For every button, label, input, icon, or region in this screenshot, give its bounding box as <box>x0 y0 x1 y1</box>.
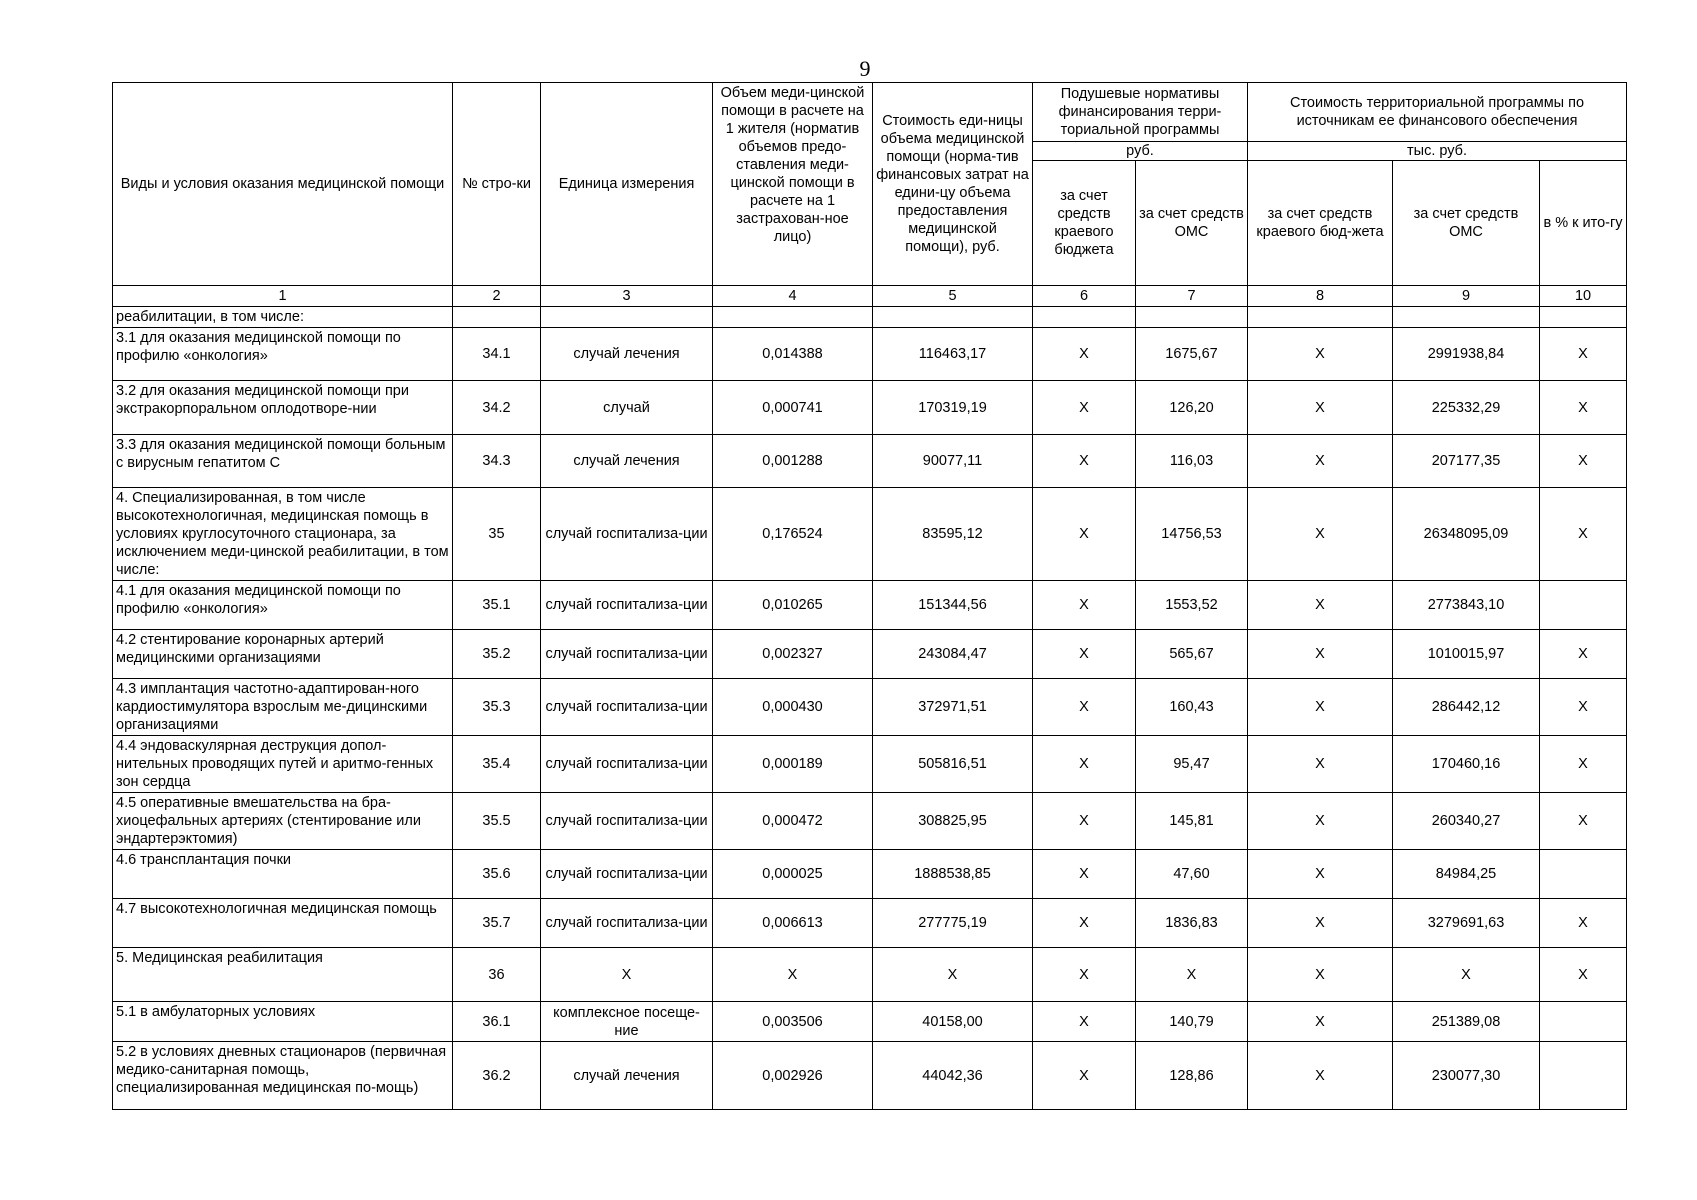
row-cost-budget: X <box>1248 488 1393 581</box>
row-number: 34.2 <box>453 381 541 435</box>
header-volume-text: Объем меди-цинской помощи в расчете на 1 жителя (норматив объемов предо-ставления меди-цинской помощи в расчете на 1 застрахован-ное лицо) <box>720 85 865 245</box>
row-per-capita-oms: 565,67 <box>1136 630 1248 679</box>
table-row <box>113 307 1627 328</box>
row-unit: случай лечения <box>541 435 713 488</box>
row-label: 4. Специализированная, в том числе высокотехнологичная, медицинская помощь в условиях круглосуточного стационара, за исключением меди-цинской реабилитации, в том числе: <box>113 488 453 581</box>
row-volume: 0,000189 <box>713 736 873 793</box>
row-cost-oms: 251389,08 <box>1393 1002 1540 1042</box>
row-cost-oms: 2773843,10 <box>1393 581 1540 630</box>
row-unit: случай госпитализа-ции <box>541 899 713 948</box>
row-volume: 0,176524 <box>713 488 873 581</box>
table-row <box>113 381 1627 435</box>
row-number: 34.3 <box>453 435 541 488</box>
row-label: 4.5 оперативные вмешательства на бра-хиоцефальных артериях (стентирование или эндартерэктомия) <box>113 793 453 850</box>
row-unit-cost: 40158,00 <box>873 1002 1033 1042</box>
row-per-capita-oms: 116,03 <box>1136 435 1248 488</box>
row-per-capita-budget: X <box>1033 736 1136 793</box>
row-label: 4.3 имплантация частотно-адаптирован-ного кардиостимулятора взрослым ме-дицинскими организациями <box>113 679 453 736</box>
row-cost-oms: 260340,27 <box>1393 793 1540 850</box>
table-row <box>113 581 1627 630</box>
page-number: 9 <box>859 56 871 81</box>
row-volume: 0,003506 <box>713 1002 873 1042</box>
table-row <box>113 679 1627 736</box>
row-cost-budget: X <box>1248 1042 1393 1110</box>
row-per-capita-budget: X <box>1033 581 1136 630</box>
header-row-number: № стро-ки <box>453 83 541 286</box>
row-per-capita-budget: X <box>1033 948 1136 1002</box>
table-row <box>113 1042 1627 1110</box>
row-label: реабилитации, в том числе: <box>113 307 453 328</box>
row-cost-budget: X <box>1248 328 1393 381</box>
row-volume: 0,002327 <box>713 630 873 679</box>
row-cost-budget: X <box>1248 948 1393 1002</box>
table-row <box>113 435 1627 488</box>
row-label: 4.4 эндоваскулярная деструкция допол-нительных проводящих путей и аритмо-генных зон сердца <box>113 736 453 793</box>
row-cost-oms <box>1393 307 1540 328</box>
table-row <box>113 736 1627 793</box>
column-numbers-row <box>113 286 1627 307</box>
row-cost-percent: X <box>1540 948 1627 1002</box>
header-percent-total: в % к ито-гу <box>1540 161 1627 286</box>
column-number: 2 <box>453 286 541 307</box>
row-number: 35.1 <box>453 581 541 630</box>
row-per-capita-budget: X <box>1033 435 1136 488</box>
row-cost-percent: X <box>1540 793 1627 850</box>
row-cost-percent <box>1540 581 1627 630</box>
row-unit: случай госпитализа-ции <box>541 581 713 630</box>
row-cost-oms: 26348095,09 <box>1393 488 1540 581</box>
row-number: 35.2 <box>453 630 541 679</box>
column-number: 10 <box>1540 286 1627 307</box>
row-unit: случай госпитализа-ции <box>541 630 713 679</box>
row-number: 35.7 <box>453 899 541 948</box>
row-unit: случай лечения <box>541 328 713 381</box>
header-volume <box>713 83 873 286</box>
row-per-capita-budget <box>1033 307 1136 328</box>
header-unit: Единица измерения <box>541 83 713 286</box>
row-cost-percent: X <box>1540 488 1627 581</box>
row-per-capita-oms: 160,43 <box>1136 679 1248 736</box>
row-cost-budget: X <box>1248 381 1393 435</box>
row-unit: случай госпитализа-ции <box>541 736 713 793</box>
row-cost-budget: X <box>1248 581 1393 630</box>
row-unit: X <box>541 948 713 1002</box>
row-unit-cost: 44042,36 <box>873 1042 1033 1110</box>
row-label: 3.3 для оказания медицинской помощи больным с вирусным гепатитом С <box>113 435 453 488</box>
row-per-capita-oms: 47,60 <box>1136 850 1248 899</box>
row-label: 5.2 в условиях дневных стационаров (первичная медико-санитарная помощь, специализированная медицинская по-мощь) <box>113 1042 453 1110</box>
row-volume: 0,006613 <box>713 899 873 948</box>
financing-table <box>112 82 1627 1110</box>
row-unit: случай лечения <box>541 1042 713 1110</box>
row-unit-cost: 277775,19 <box>873 899 1033 948</box>
column-number: 7 <box>1136 286 1248 307</box>
row-unit: случай <box>541 381 713 435</box>
row-cost-percent: X <box>1540 435 1627 488</box>
row-per-capita-oms: 128,86 <box>1136 1042 1248 1110</box>
row-number: 34.1 <box>453 328 541 381</box>
row-unit: случай госпитализа-ции <box>541 793 713 850</box>
header-unit-cost: Стоимость еди-ницы объема медицинской помощи (норма-тив финансовых затрат на едини-цу объема предоставления медицинской помощи), руб. <box>873 83 1033 286</box>
column-number: 6 <box>1033 286 1136 307</box>
row-per-capita-budget: X <box>1033 328 1136 381</box>
row-per-capita-budget: X <box>1033 381 1136 435</box>
row-cost-budget: X <box>1248 850 1393 899</box>
row-volume: 0,002926 <box>713 1042 873 1110</box>
row-unit-cost: 1888538,85 <box>873 850 1033 899</box>
row-cost-percent <box>1540 1042 1627 1110</box>
row-unit-cost: 308825,95 <box>873 793 1033 850</box>
row-cost-budget: X <box>1248 630 1393 679</box>
row-unit <box>541 307 713 328</box>
row-volume: 0,014388 <box>713 328 873 381</box>
row-volume: 0,010265 <box>713 581 873 630</box>
column-number: 4 <box>713 286 873 307</box>
row-per-capita-budget: X <box>1033 1042 1136 1110</box>
row-per-capita-budget: X <box>1033 899 1136 948</box>
row-cost-oms: 225332,29 <box>1393 381 1540 435</box>
row-volume: 0,000430 <box>713 679 873 736</box>
row-unit-cost <box>873 307 1033 328</box>
row-unit-cost: 83595,12 <box>873 488 1033 581</box>
row-unit-cost: 505816,51 <box>873 736 1033 793</box>
row-cost-percent: X <box>1540 328 1627 381</box>
row-unit: случай госпитализа-ции <box>541 679 713 736</box>
row-cost-percent: X <box>1540 899 1627 948</box>
row-unit-cost: 170319,19 <box>873 381 1033 435</box>
row-volume: 0,001288 <box>713 435 873 488</box>
table-row <box>113 948 1627 1002</box>
header-per-capita-unit: руб. <box>1033 142 1248 161</box>
row-cost-oms: 3279691,63 <box>1393 899 1540 948</box>
row-label: 4.1 для оказания медицинской помощи по профилю «онкология» <box>113 581 453 630</box>
row-number <box>453 307 541 328</box>
row-unit-cost: 90077,11 <box>873 435 1033 488</box>
row-label: 4.6 трансплантация почки <box>113 850 453 899</box>
row-volume: 0,000472 <box>713 793 873 850</box>
row-cost-oms: 170460,16 <box>1393 736 1540 793</box>
row-per-capita-budget: X <box>1033 1002 1136 1042</box>
column-number: 8 <box>1248 286 1393 307</box>
row-cost-oms: X <box>1393 948 1540 1002</box>
row-cost-oms: 207177,35 <box>1393 435 1540 488</box>
row-number: 35.5 <box>453 793 541 850</box>
row-per-capita-oms <box>1136 307 1248 328</box>
row-number: 36.1 <box>453 1002 541 1042</box>
row-volume: X <box>713 948 873 1002</box>
row-number: 36.2 <box>453 1042 541 1110</box>
row-cost-percent <box>1540 850 1627 899</box>
row-label: 4.7 высокотехнологичная медицинская помощь <box>113 899 453 948</box>
row-cost-budget: X <box>1248 1002 1393 1042</box>
row-number: 35.6 <box>453 850 541 899</box>
row-cost-oms: 230077,30 <box>1393 1042 1540 1110</box>
row-cost-percent: X <box>1540 630 1627 679</box>
row-volume: 0,000025 <box>713 850 873 899</box>
row-per-capita-oms: 95,47 <box>1136 736 1248 793</box>
row-volume <box>713 307 873 328</box>
row-per-capita-oms: 1675,67 <box>1136 328 1248 381</box>
column-number: 5 <box>873 286 1033 307</box>
row-unit-cost: X <box>873 948 1033 1002</box>
row-number: 35.4 <box>453 736 541 793</box>
row-per-capita-budget: X <box>1033 679 1136 736</box>
header-per-capita-group: Подушевые нормативы финансирования терри-ториальной программы <box>1033 83 1248 142</box>
row-per-capita-oms: X <box>1136 948 1248 1002</box>
row-cost-budget: X <box>1248 679 1393 736</box>
table-row <box>113 1002 1627 1042</box>
row-number: 36 <box>453 948 541 1002</box>
table-row <box>113 899 1627 948</box>
row-cost-budget <box>1248 307 1393 328</box>
row-per-capita-oms: 14756,53 <box>1136 488 1248 581</box>
row-per-capita-budget: X <box>1033 488 1136 581</box>
row-cost-percent <box>1540 307 1627 328</box>
column-number: 3 <box>541 286 713 307</box>
row-number: 35 <box>453 488 541 581</box>
header-regional-budget-cost: за счет средств краевого бюд-жета <box>1248 161 1393 286</box>
row-per-capita-budget: X <box>1033 850 1136 899</box>
table-row <box>113 630 1627 679</box>
row-per-capita-oms: 140,79 <box>1136 1002 1248 1042</box>
row-unit-cost: 151344,56 <box>873 581 1033 630</box>
table-row <box>113 488 1627 581</box>
row-cost-budget: X <box>1248 736 1393 793</box>
row-unit-cost: 372971,51 <box>873 679 1033 736</box>
row-cost-oms: 84984,25 <box>1393 850 1540 899</box>
row-label: 5.1 в амбулаторных условиях <box>113 1002 453 1042</box>
column-number: 1 <box>113 286 453 307</box>
row-label: 5. Медицинская реабилитация <box>113 948 453 1002</box>
header-program-cost-unit: тыс. руб. <box>1248 142 1627 161</box>
row-unit: комплексное посеще-ние <box>541 1002 713 1042</box>
row-per-capita-budget: X <box>1033 793 1136 850</box>
row-cost-oms: 1010015,97 <box>1393 630 1540 679</box>
header-regional-budget-per-capita: за счет средств краевого бюджета <box>1033 161 1136 286</box>
row-cost-budget: X <box>1248 435 1393 488</box>
row-per-capita-oms: 126,20 <box>1136 381 1248 435</box>
row-cost-budget: X <box>1248 793 1393 850</box>
row-per-capita-oms: 1836,83 <box>1136 899 1248 948</box>
row-unit-cost: 116463,17 <box>873 328 1033 381</box>
table-row <box>113 850 1627 899</box>
header-program-cost-group: Стоимость территориальной программы по источникам ее финансового обеспечения <box>1248 83 1627 142</box>
row-cost-percent: X <box>1540 679 1627 736</box>
row-cost-budget: X <box>1248 899 1393 948</box>
header-kinds-conditions: Виды и условия оказания медицинской помощи <box>113 83 453 286</box>
row-cost-oms: 2991938,84 <box>1393 328 1540 381</box>
row-unit: случай госпитализа-ции <box>541 488 713 581</box>
row-cost-oms: 286442,12 <box>1393 679 1540 736</box>
row-label: 3.2 для оказания медицинской помощи при экстракорпоральном оплодотворе-нии <box>113 381 453 435</box>
row-cost-percent <box>1540 1002 1627 1042</box>
row-label: 4.2 стентирование коронарных артерий медицинскими организациями <box>113 630 453 679</box>
row-volume: 0,000741 <box>713 381 873 435</box>
row-unit-cost: 243084,47 <box>873 630 1033 679</box>
row-per-capita-oms: 145,81 <box>1136 793 1248 850</box>
row-cost-percent: X <box>1540 736 1627 793</box>
row-per-capita-budget: X <box>1033 630 1136 679</box>
column-number: 9 <box>1393 286 1540 307</box>
header-oms-per-capita: за счет средств ОМС <box>1136 161 1248 286</box>
row-number: 35.3 <box>453 679 541 736</box>
table-row <box>113 328 1627 381</box>
table-row <box>113 793 1627 850</box>
row-per-capita-oms: 1553,52 <box>1136 581 1248 630</box>
header-oms-cost: за счет средств ОМС <box>1393 161 1540 286</box>
row-label: 3.1 для оказания медицинской помощи по профилю «онкология» <box>113 328 453 381</box>
row-cost-percent: X <box>1540 381 1627 435</box>
row-unit: случай госпитализа-ции <box>541 850 713 899</box>
